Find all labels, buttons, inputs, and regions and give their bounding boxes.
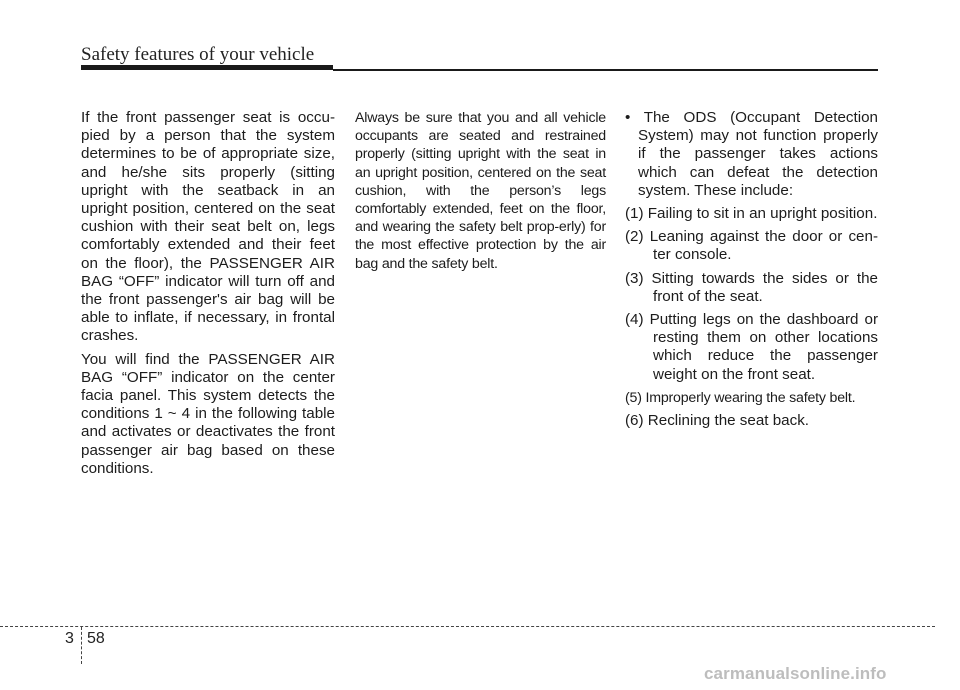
list-item: (5) Improperly wearing the safety belt. bbox=[625, 389, 856, 406]
paragraph: If the front passenger seat is occu-pied by a person that the system determines to be of appropriate size, and he/she sits properly (sitting upright with the seatback in an upright position, centered on the seat cushion with their seat belt on, legs comfortably extended and their feet on the floor), the PASSENGER AIR BAG “OFF” indicator will turn off and the front passenger's air bag will be able to inflate, if necessary, in frontal crashes. bbox=[81, 109, 335, 345]
header-rule-thin bbox=[333, 69, 878, 71]
bullet-item: • The ODS (Occupant Detection System) may not function properly if the passenger takes actions which can defeat the detection system. These include: bbox=[625, 109, 878, 199]
section-title: Safety features of your vehicle bbox=[81, 44, 315, 65]
list-item: (4) Putting legs on the dashboard or resting them on other locations which reduce the passenger weight on the front seat. bbox=[625, 311, 878, 383]
list-item: (3) Sitting towards the sides or the front of the seat. bbox=[625, 269, 878, 305]
paragraph: You will find the PASSENGER AIR BAG “OFF” indicator on the center facia panel. This system detects the conditions 1 ~ 4 in the following table and activates or deactivates the front passenger air bag based on these conditions. bbox=[81, 350, 335, 477]
list-item: (6) Reclining the seat back. bbox=[625, 412, 810, 430]
list-item: (1) Failing to sit in an upright position. bbox=[625, 205, 878, 223]
footer-rule bbox=[0, 626, 935, 627]
text-column-right bbox=[625, 109, 878, 435]
chapter-number: 3 bbox=[65, 630, 74, 647]
paragraph: Always be sure that you and all vehicle occupants are seated and restrained properly (sitting upright with the seat in an upright position, centered on the seat cushion, with the person’s legs comfortably extended, feet on the floor, and wearing the safety belt prop-erly) for the most effective protection by the air bag and the safety belt. bbox=[355, 110, 606, 272]
page-number: 58 bbox=[87, 630, 105, 647]
text-column-left bbox=[81, 109, 335, 483]
footer-divider bbox=[81, 627, 82, 664]
watermark: carmanualsonline.info bbox=[704, 664, 887, 683]
text-column-middle bbox=[355, 109, 606, 278]
list-item: (2) Leaning against the door or cen-ter console. bbox=[625, 228, 878, 264]
header-rule-thick bbox=[81, 65, 333, 70]
